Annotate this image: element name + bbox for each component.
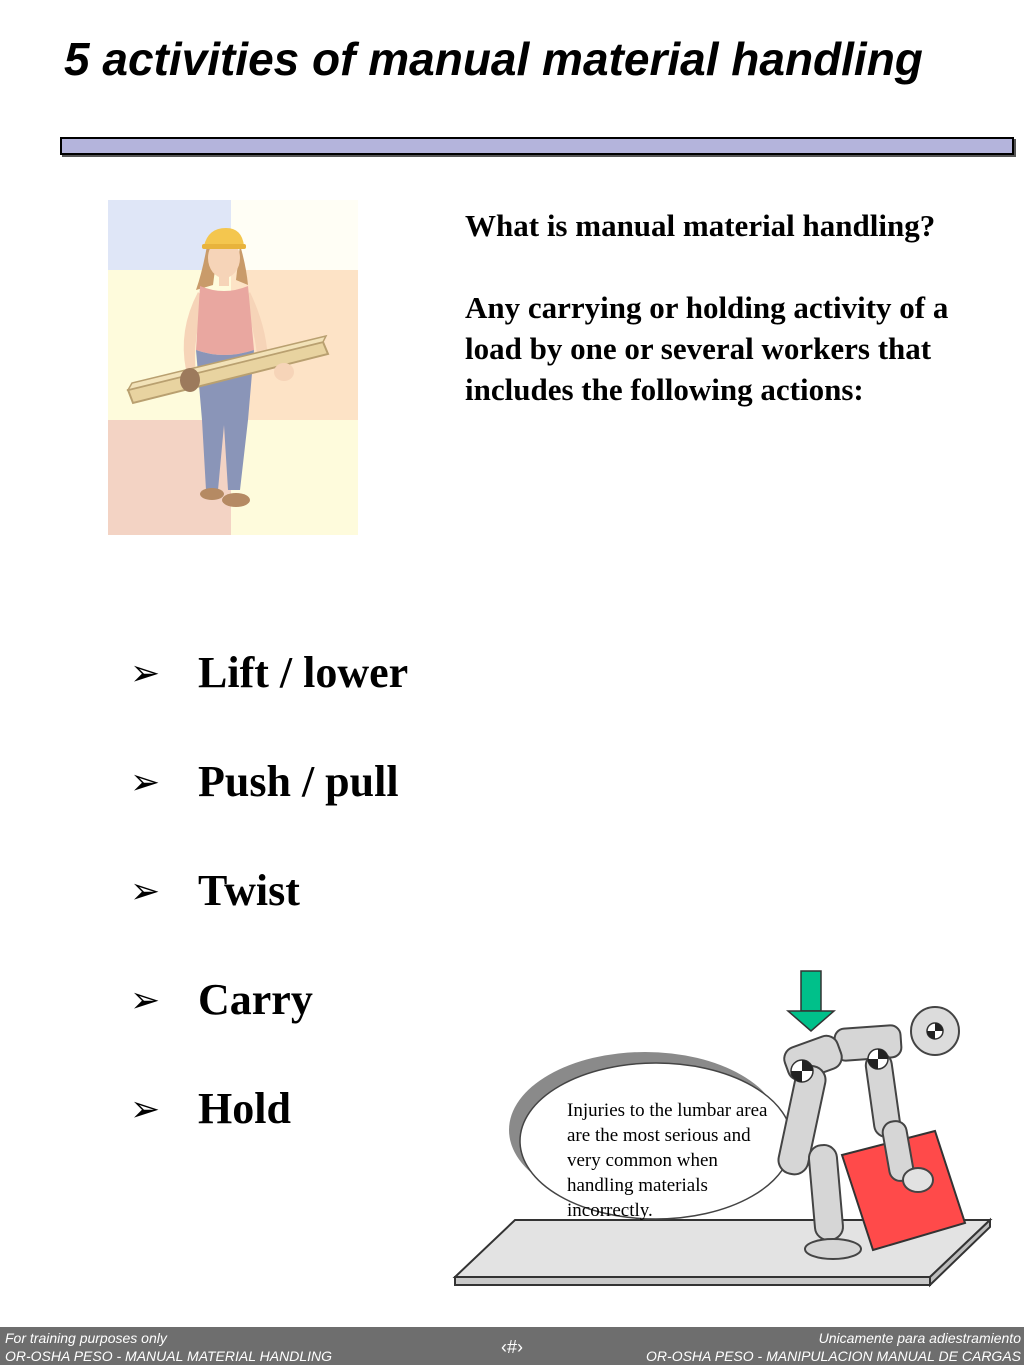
intro-text-block (465, 205, 965, 410)
activities-list (130, 618, 408, 1163)
activity-label: Carry (198, 974, 313, 1024)
intro-question: What is manual material handling? (465, 208, 936, 243)
intro-answer: Any carrying or holding activity of a load by one or several workers that includes the following actions: (465, 290, 949, 407)
footer-left-line2: OR-OSHA PESO - MANUAL MATERIAL HANDLING (5, 1348, 332, 1364)
activity-label: Hold (198, 1083, 291, 1133)
list-item (130, 1054, 408, 1163)
list-item (130, 618, 408, 727)
arrow-bullet-icon: ➢ (130, 979, 161, 1020)
slide-title: 5 activities of manual material handling (64, 33, 923, 85)
footer-right (646, 1329, 1021, 1365)
callout-text: Injuries to the lumbar area are the most serious and very common when handling materials incorrectly. (567, 1100, 768, 1221)
arrow-bullet-icon: ➢ (130, 652, 161, 693)
down-arrow-icon (788, 971, 834, 1031)
footer-right-line1: Unicamente para adiestramiento (818, 1330, 1021, 1346)
slide-number: ‹#› (501, 1337, 523, 1357)
arrow-bullet-icon: ➢ (130, 870, 161, 911)
arrow-bullet-icon: ➢ (130, 761, 161, 802)
activity-label: Push / pull (198, 756, 399, 806)
footer-left-line1: For training purposes only (5, 1330, 167, 1346)
arrow-bullet-icon: ➢ (130, 1088, 161, 1129)
list-item (130, 727, 408, 836)
activity-label: Lift / lower (198, 647, 409, 697)
footer-bar (0, 1327, 1024, 1365)
list-item (130, 945, 408, 1054)
title-underline-bar (60, 137, 1014, 155)
activity-label: Twist (198, 865, 300, 915)
footer-right-line2: OR-OSHA PESO - MANIPULACION MANUAL DE CARGAS (646, 1348, 1021, 1364)
list-item (130, 836, 408, 945)
worker-carrying-plank-icon (108, 200, 358, 535)
